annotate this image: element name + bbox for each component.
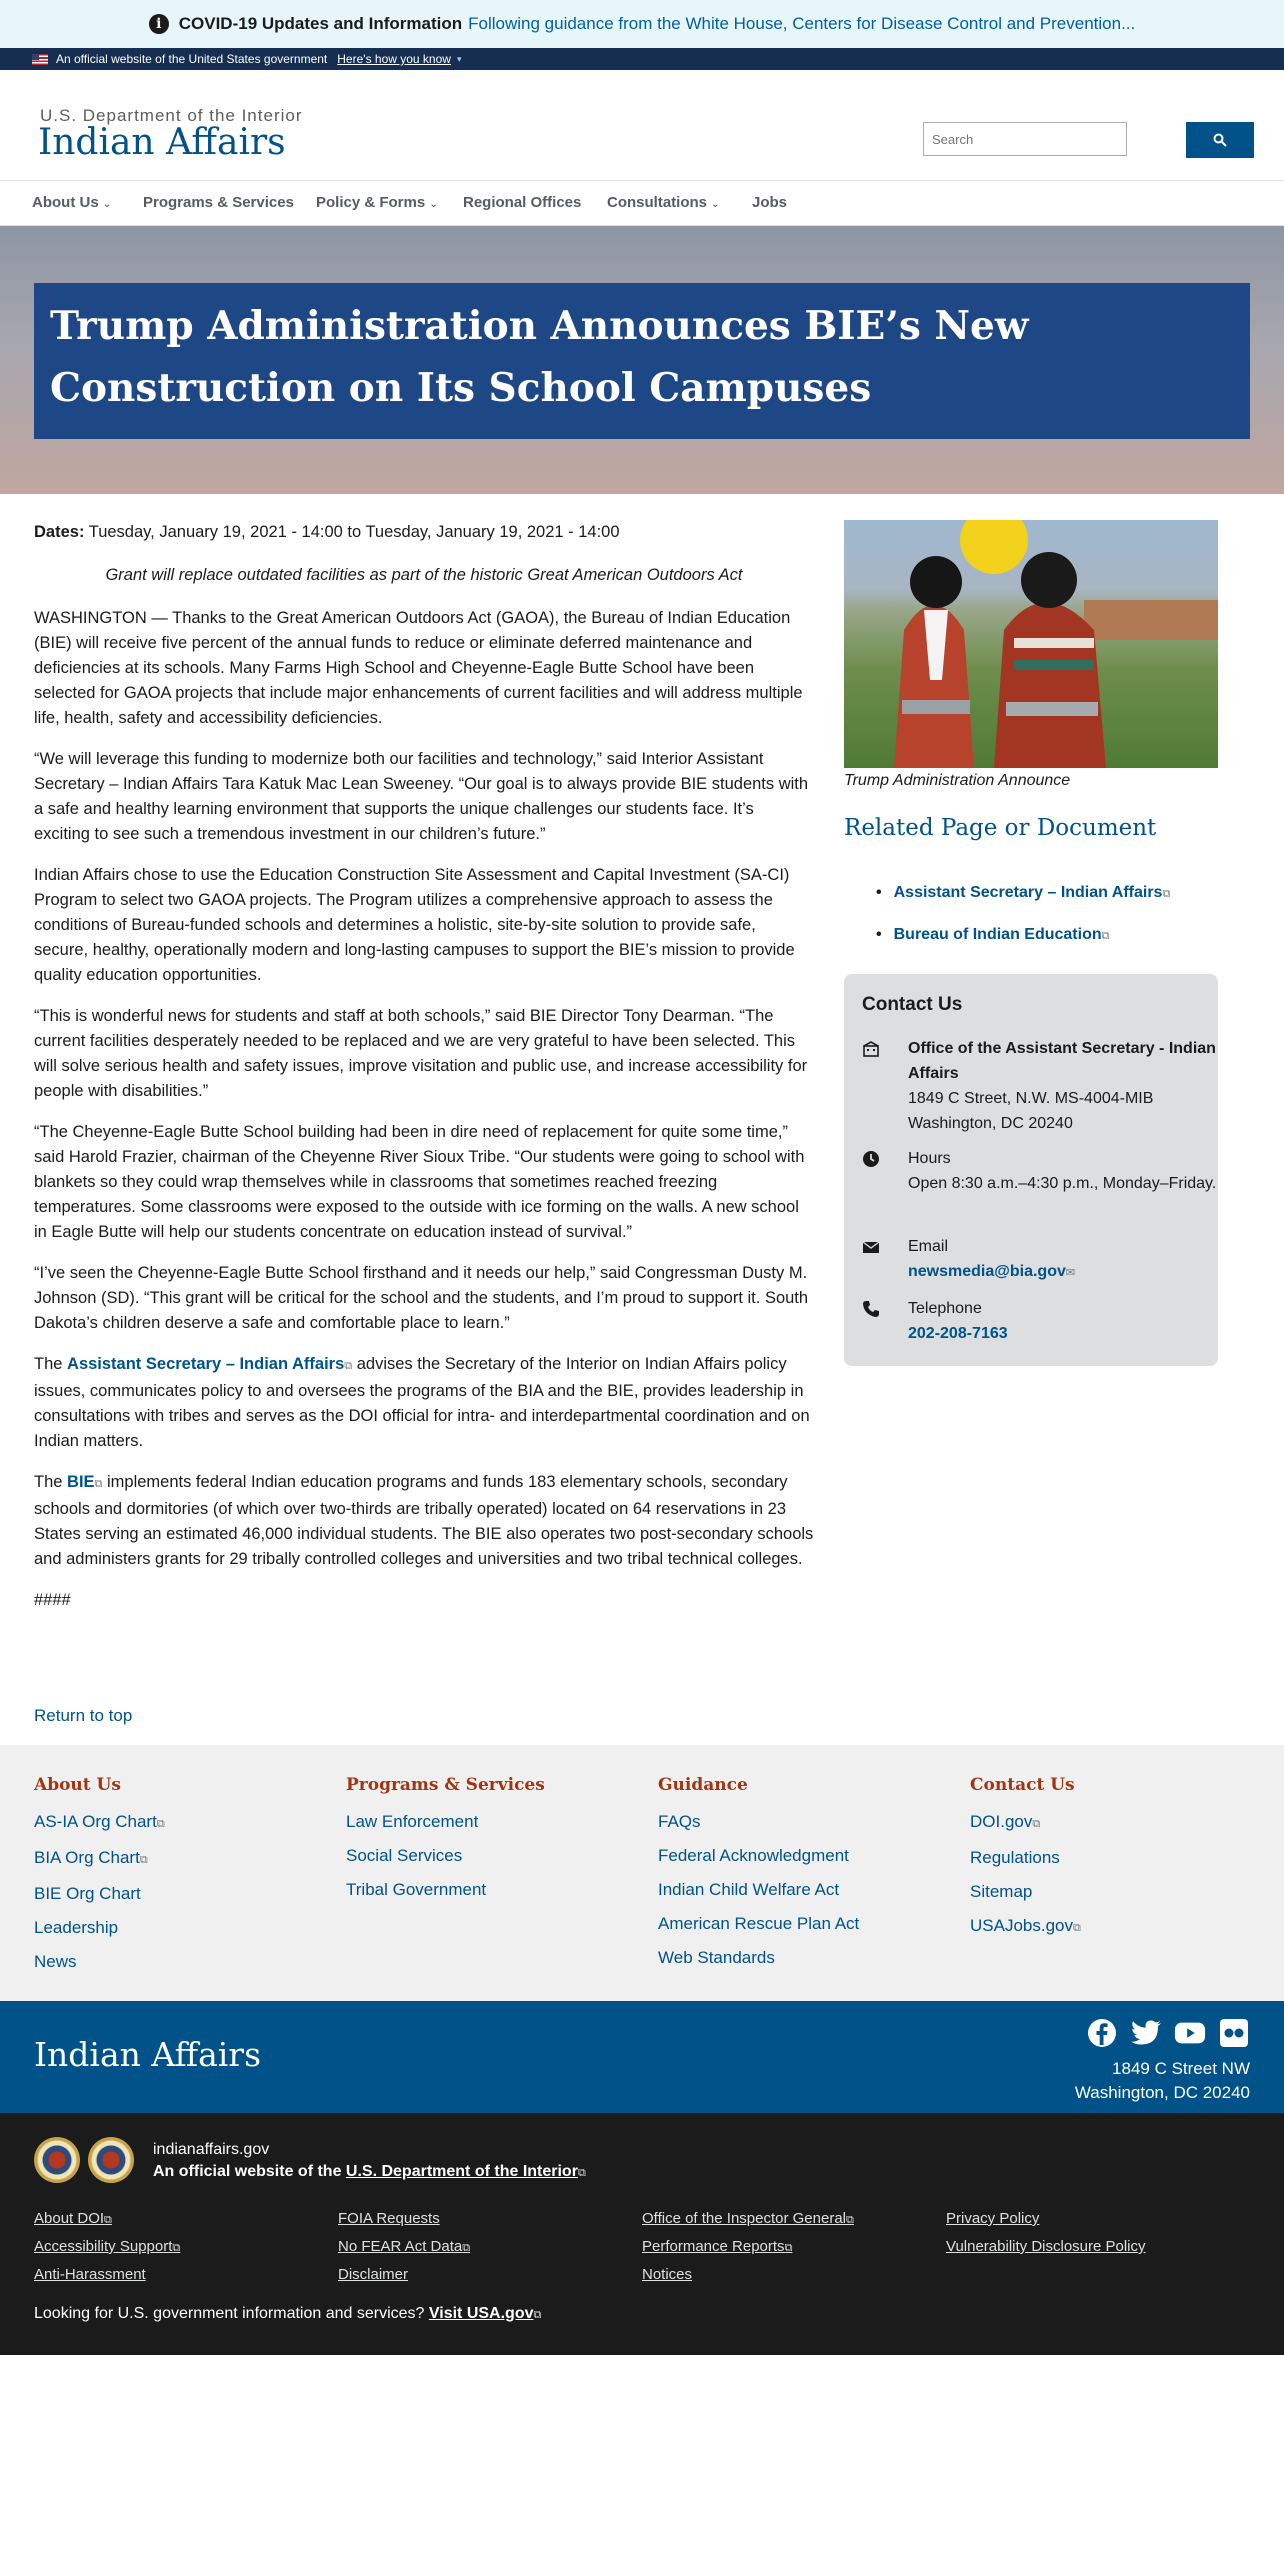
footer-link[interactable]: Leadership	[34, 1918, 119, 1937]
identifier-link-text[interactable]: Performance Reports	[642, 2238, 785, 2255]
related-list	[876, 884, 1170, 968]
footer-link-text[interactable]: DOI.gov	[970, 1812, 1033, 1831]
footer-link[interactable]	[970, 1915, 1081, 1939]
external-link-icon: ⧉	[1101, 930, 1110, 942]
footer-col-title: Guidance	[658, 1775, 748, 1795]
search-icon	[1213, 133, 1227, 147]
twitter-icon[interactable]	[1130, 2017, 1162, 2049]
social-links	[1086, 2017, 1250, 2049]
article-body	[34, 520, 814, 1629]
identifier-link-text[interactable]: No FEAR Act Data	[338, 2238, 463, 2255]
bie-link[interactable]: BIE	[67, 1473, 95, 1491]
students-photo-illustration	[844, 520, 1218, 768]
office-address-2: Washington, DC 20240	[908, 1115, 1073, 1132]
footer-logo[interactable]: Indian Affairs	[34, 2035, 262, 2074]
related-link-2[interactable]: Bureau of Indian Education	[893, 926, 1102, 943]
identifier-link-text[interactable]: Office of the Inspector General	[642, 2210, 847, 2227]
main-nav	[0, 180, 1284, 226]
agency-seals	[34, 2137, 134, 2183]
footer-link[interactable]: Indian Child Welfare Act	[658, 1880, 840, 1899]
footer-link[interactable]: Law Enforcement	[346, 1812, 479, 1831]
hero-banner	[0, 226, 1284, 494]
nav-policy-label: Policy & Forms	[316, 194, 426, 211]
footer-col-title: Contact Us	[970, 1775, 1075, 1795]
chevron-down-icon: ⌄	[102, 199, 112, 210]
footer-link[interactable]	[34, 1847, 165, 1871]
chevron-down-icon: ⌄	[711, 199, 720, 210]
article-paragraph: “The Cheyenne-Eagle Butte School building had been in dire need of replacement for quite some time,” said Harold Frazier, chairman of the Cheyenne River Sioux Tribe. “Our students were going to school with blankets so they could wrap themselves while in classrooms that sometimes reached freezing temperatures. Some classrooms were exposed to the outside with ice forming on the walls. A new school in Eagle Butte will help our students concentrate on education instead of survival.”	[34, 1123, 805, 1241]
phone-icon	[862, 1300, 880, 1318]
article-end-mark: ####	[34, 1591, 71, 1609]
gov-banner-text: An official website of the United States government	[56, 52, 328, 66]
identifier-link[interactable]	[642, 2238, 792, 2255]
external-link-icon: ⧉	[1162, 888, 1171, 900]
bia-seal-logo[interactable]	[88, 2137, 134, 2183]
clock-icon	[862, 1150, 880, 1168]
external-link-icon: ⧉	[533, 2309, 542, 2321]
building-icon	[862, 1040, 880, 1058]
external-link-icon: ⧉	[1073, 1922, 1081, 1934]
p7-post: advises the Secretary of the Interior on Indian Affairs policy issues, communicates policy to and oversees the programs of the BIA and the BIE, provides leadership in consultations with tribes and serves as the DOI official for intra- and interdepartmental coordination and on Indian matters.	[34, 1355, 810, 1450]
related-heading: Related Page or Document	[844, 815, 1157, 841]
search-input[interactable]: Search	[923, 122, 1127, 156]
covid-banner	[0, 0, 1284, 48]
footer-link[interactable]: Sitemap	[970, 1882, 1033, 1901]
footer-address-1: 1849 C Street NW	[1112, 2059, 1250, 2078]
phone-label: Telephone	[908, 1300, 982, 1317]
external-link-icon: ⧉	[94, 1478, 103, 1490]
event-dates	[34, 520, 814, 545]
photo-caption: Trump Administration Announce	[844, 772, 1071, 789]
external-link-icon: ⧉	[344, 1360, 353, 1372]
external-link-icon: ⧉	[139, 1854, 148, 1866]
footer-col-guidance	[658, 1775, 859, 1981]
contact-title: Contact Us	[862, 994, 963, 1015]
footer-links	[0, 1745, 1284, 2001]
footer-link[interactable]: American Rescue Plan Act	[658, 1914, 860, 1933]
footer-link[interactable]	[34, 1811, 165, 1835]
info-icon: i	[149, 14, 169, 34]
office-address-1: 1849 C Street, N.W. MS-4004-MIB	[908, 1090, 1154, 1107]
nav-consultations[interactable]	[607, 194, 720, 211]
email-link[interactable]: newsmedia@bia.gov	[908, 1263, 1066, 1280]
identifier-link[interactable]	[338, 2238, 470, 2255]
footer-link[interactable]	[970, 1811, 1081, 1835]
envelope-icon	[862, 1238, 880, 1256]
identifier-link[interactable]	[642, 2210, 854, 2227]
external-link-icon: ⧉	[846, 2214, 854, 2226]
nav-regional-offices[interactable]: Regional Offices	[463, 194, 582, 211]
p8-pre: The	[34, 1473, 68, 1491]
p7-pre: The	[34, 1355, 68, 1373]
related-item[interactable]	[876, 884, 1170, 902]
identifier-footer	[0, 2113, 1284, 2355]
footer-link[interactable]: Federal Acknowledgment	[658, 1846, 849, 1865]
external-link-icon: ⧉	[172, 2242, 181, 2254]
identifier-link[interactable]: Notices	[642, 2266, 693, 2283]
footer-link-text[interactable]: AS-IA Org Chart	[34, 1812, 157, 1831]
gov-banner	[0, 48, 1284, 70]
flickr-icon[interactable]	[1218, 2017, 1250, 2049]
phone-link[interactable]: 202-208-7163	[908, 1325, 1008, 1342]
department-name: U.S. Department of the Interior	[40, 106, 303, 125]
footer-col-title: About Us	[34, 1775, 121, 1795]
nav-policy-forms[interactable]	[316, 194, 438, 211]
nav-programs-services[interactable]: Programs & Services	[143, 194, 294, 211]
doi-seal-logo[interactable]	[34, 2137, 80, 2183]
footer-link[interactable]: FAQs	[658, 1812, 701, 1831]
footer-address	[1075, 2057, 1250, 2105]
related-link-1[interactable]: Assistant Secretary – Indian Affairs	[893, 884, 1163, 901]
office-name: Office of the Assistant Secretary - Indian Affairs	[908, 1040, 1216, 1082]
search-button[interactable]	[1186, 122, 1254, 158]
heres-how-you-know-link[interactable]: Here's how you know	[337, 52, 451, 66]
nav-jobs[interactable]: Jobs	[752, 194, 788, 211]
footer-link[interactable]: Tribal Government	[346, 1880, 487, 1899]
external-link-icon: ⧉	[462, 2242, 471, 2254]
footer-col-about	[34, 1775, 165, 1985]
return-to-top-link[interactable]: Return to top	[34, 1706, 133, 1725]
nav-about-label: About Us	[32, 194, 99, 211]
footer-col-title: Programs & Services	[346, 1775, 545, 1795]
page-title: Trump Administration Announces BIE’s New Construction on Its School Campuses	[50, 303, 1029, 411]
identifier-official	[153, 2163, 586, 2181]
identifier-link[interactable]: Disclaimer	[338, 2266, 409, 2283]
usa-pre: Looking for U.S. government information and services?	[34, 2305, 429, 2322]
footer-link[interactable]: BIE Org Chart	[34, 1884, 141, 1903]
footer-link[interactable]: Social Services	[346, 1846, 463, 1865]
external-link-icon: ⧉	[784, 2242, 793, 2254]
official-pre: An official website of the	[153, 2163, 346, 2180]
dates-value: Tuesday, January 19, 2021 - 14:00 to Tuesday, January 19, 2021 - 14:00	[88, 523, 620, 541]
nav-about-us[interactable]	[32, 194, 111, 211]
external-link-icon: ⧉	[1032, 1818, 1041, 1830]
hero-title-box	[34, 283, 1250, 439]
article-paragraph: “This is wonderful news for students and staff at both schools,” said BIE Director Tony Dearman. “The current facilities desperately needed to be replaced and we are very grateful to have been selected. This will solve serious health and safety issues, improve visitation and public use, and increase accessibility for people with disabilities.”	[34, 1007, 808, 1100]
doi-link[interactable]: U.S. Department of the Interior	[345, 2163, 578, 2180]
related-item[interactable]	[876, 926, 1170, 944]
footer-address-2: Washington, DC 20240	[1074, 2083, 1250, 2102]
footer-col-programs	[346, 1775, 545, 1913]
footer-link[interactable]: Web Standards	[658, 1948, 775, 1967]
identifier-link[interactable]: Vulnerability Disclosure Policy	[946, 2238, 1146, 2255]
identifier-link[interactable]	[34, 2238, 180, 2255]
footer-link[interactable]: Regulations	[970, 1848, 1060, 1867]
identifier-link[interactable]: Privacy Policy	[946, 2210, 1040, 2227]
usa-gov-prompt	[34, 2305, 541, 2323]
email-label: Email	[908, 1238, 949, 1255]
footer-link-text[interactable]: BIA Org Chart	[34, 1848, 140, 1867]
dates-label: Dates:	[34, 523, 85, 541]
article-paragraph	[34, 1470, 814, 1572]
article-paragraph	[34, 1352, 814, 1454]
article-photo[interactable]	[844, 520, 1218, 768]
footer-link-text[interactable]: USAJobs.gov	[970, 1916, 1073, 1935]
contact-card	[844, 974, 1218, 1366]
identifier-link-text[interactable]: Accessibility Support	[34, 2238, 173, 2255]
footer-col-contact	[970, 1775, 1081, 1951]
article-paragraph: “We will leverage this funding to modernize both our facilities and technology,” said Interior Assistant Secretary – Indian Affairs Tara Katuk Mac Lean Sweeney. “Our goal is to always provide BIE students with a safe and healthy learning environment that supports the unique challenges our students face. It’s exciting to see such a tremendous investment in our children’s future.”	[34, 750, 809, 843]
nav-consultations-label: Consultations	[607, 194, 707, 211]
hours-label: Hours	[908, 1150, 951, 1167]
external-link-icon: ⧉	[156, 1818, 165, 1830]
facebook-icon[interactable]	[1086, 2017, 1118, 2049]
hours-value: Open 8:30 a.m.–4:30 p.m., Monday–Friday.	[908, 1175, 1217, 1192]
external-link-icon: ⧉	[104, 2214, 112, 2226]
article-paragraph: WASHINGTON — Thanks to the Great American Outdoors Act (GAOA), the Bureau of Indian Education (BIE) will receive five percent of the annual funds to reduce or eliminate deferred maintenance and deficiencies at its schools. Many Farms High School and Cheyenne-Eagle Butte School have been selected for GAOA projects that include major enhancements of current facilities and will address multiple life, health, safety and accessibility deficiencies.	[34, 609, 803, 727]
site-header	[0, 70, 1284, 180]
covid-link[interactable]: Following guidance from the White House, Centers for Disease Control and Prevention...	[468, 14, 1136, 33]
identifier-link[interactable]: FOIA Requests	[338, 2210, 440, 2227]
chevron-down-icon: ▾	[456, 53, 462, 64]
youtube-icon[interactable]	[1174, 2017, 1206, 2049]
assistant-secretary-link[interactable]: Assistant Secretary – Indian Affairs	[67, 1355, 345, 1373]
article-paragraph: Indian Affairs chose to use the Education Construction Site Assessment and Capital Investment (SA-CI) Program to select two GAOA projects. The Program utilizes a comprehensive approach to assess the conditions of Bureau-funded schools and determines a holistic, site-by-site solution to provide safe, secure, healthy, operationally modern and long-lasting campuses to support the BIE’s mission to provide quality education opportunities.	[34, 866, 795, 984]
blue-footer	[0, 2001, 1284, 2113]
usa-gov-link[interactable]: Visit USA.gov	[428, 2305, 534, 2322]
identifier-link[interactable]	[34, 2210, 112, 2227]
identifier-domain: indianaffairs.gov	[153, 2141, 270, 2158]
footer-link[interactable]: News	[34, 1952, 77, 1971]
covid-title: COVID-19 Updates and Information	[178, 14, 463, 33]
identifier-link-text[interactable]: About DOI	[34, 2210, 105, 2227]
mail-link-icon: ✉	[1065, 1267, 1076, 1279]
article-paragraph: “I’ve seen the Cheyenne-Eagle Butte School firsthand and it needs our help,” said Congressman Dusty M. Johnson (SD). “This grant will be critical for the school and the students, and I’m proud to support it. South Dakota’s children deserve a safe and comfortable place to learn.”	[34, 1264, 809, 1332]
us-flag-icon	[32, 54, 48, 65]
article-subtitle: Grant will replace outdated facilities as part of the historic Great American Outdoors Act	[105, 566, 743, 584]
identifier-link[interactable]: Anti-Harassment	[34, 2266, 146, 2283]
external-link-icon: ⧉	[577, 2167, 586, 2179]
p8-post: implements federal Indian education programs and funds 183 elementary schools, secondary schools and dormitories (of which over two-thirds are tribally operated) located on 64 reservations in 23 States serving an estimated 46,000 individual students. The BIE also operates two post-secondary schools and administers grants for 29 tribally controlled colleges and universities and two tribal technical colleges.	[34, 1473, 814, 1568]
site-title[interactable]: Indian Affairs	[38, 122, 286, 163]
chevron-down-icon: ⌄	[429, 199, 438, 210]
